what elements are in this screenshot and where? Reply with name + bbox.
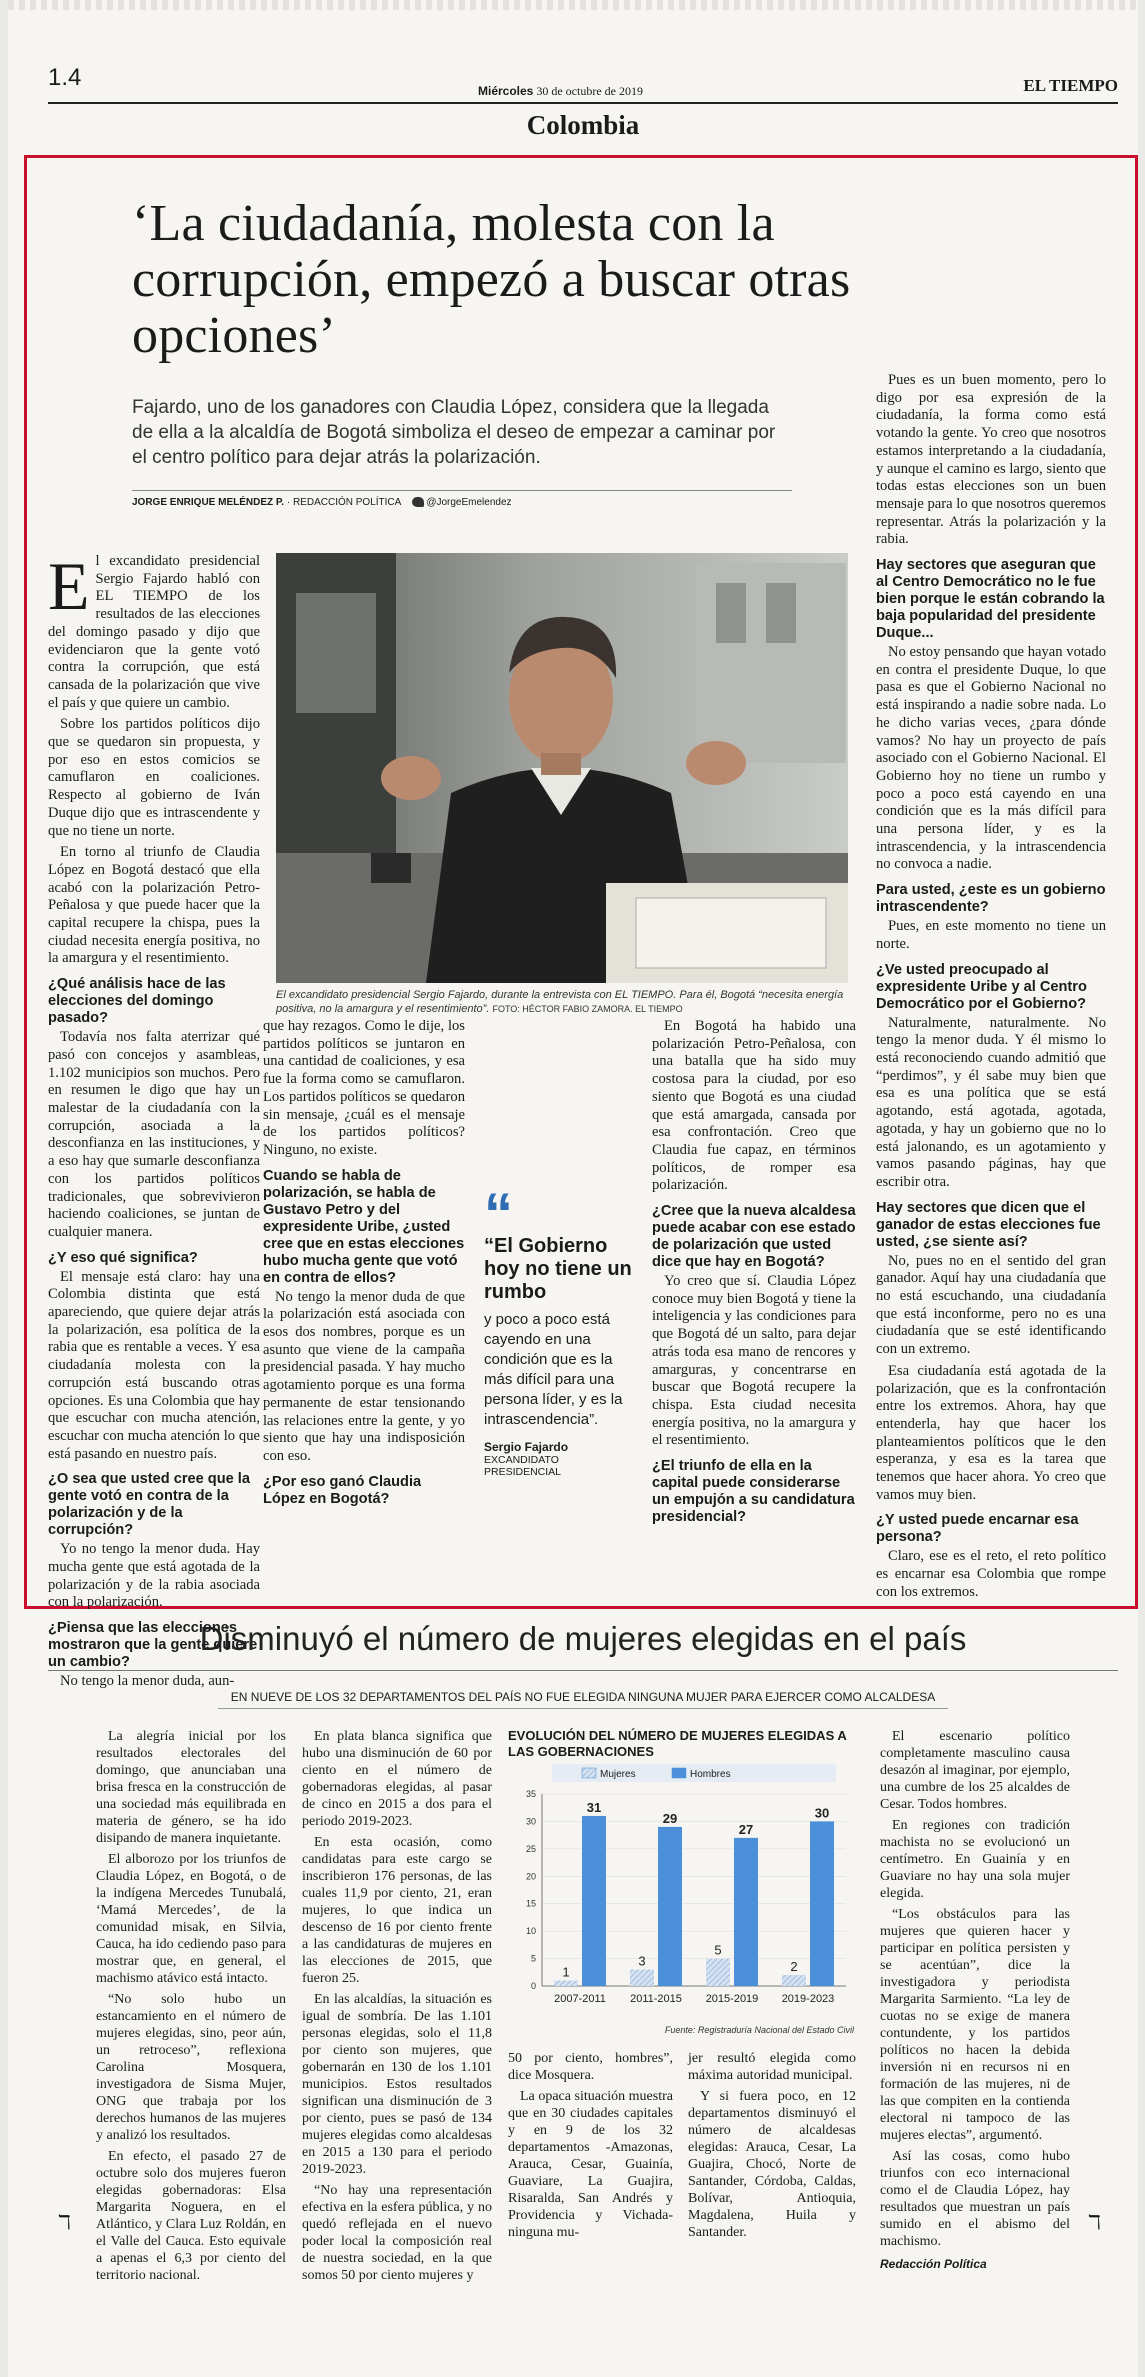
y-tick-label: 5 xyxy=(530,1953,536,1964)
y-tick-label: 25 xyxy=(525,1843,536,1854)
bar-mujeres xyxy=(630,1970,654,1986)
bar-value-label: 1 xyxy=(562,1964,570,1980)
photo-illustration xyxy=(276,553,848,983)
bar-value-label: 29 xyxy=(662,1810,678,1826)
paragraph: El escenario político completamente masculino causa desazón al imaginar, por ejemplo, una cumbre de los 25 alcaldes de Cesar. Todos hombres. xyxy=(880,1729,1070,1812)
bar-mujeres xyxy=(554,1981,578,1986)
bar-hombres xyxy=(658,1827,682,1986)
byline xyxy=(132,490,792,508)
x-tick-label: 2007-2011 xyxy=(554,1993,606,2005)
bar-value-label: 31 xyxy=(586,1799,602,1815)
bar-chart xyxy=(508,1728,854,2038)
x-tick-label: 2011-2015 xyxy=(630,1993,682,2005)
byline-desk: · REDACCIÓN POLÍTICA xyxy=(284,497,401,508)
page-number: 1.4 xyxy=(48,64,82,91)
paragraph: El alborozo por los triunfos de Claudia López, en Bogotá, o de la indígena Mercedes Tunubalá, ‘Mamá Mercedes’, de la comunidad misak, en Silvia, Cauca, ha ido cediendo paso para mostrar que, en general, el machismo atávico está intacto. xyxy=(96,1852,286,1986)
paragraph: “No solo hubo un estancamiento en el número de mujeres elegidas, sino, peor aún, un retroceso”, reflexiona Carolina Mosquera, investigadora de Sisma Mujer, ONG que trabaja por los derechos humanos de las mujeres y analizó los resultados. xyxy=(96,1992,286,2143)
bar-hombres xyxy=(734,1838,758,1986)
quote-text: y poco a poco está cayendo en una condición que es la más difícil para una persona líder, y es la intrascendencia”. xyxy=(484,1311,623,1428)
paragraph: En torno al triunfo de Claudia López en Bogotá destacó que ella acabó con la polarización Petro-Peñalosa y que puede hacer que la capital recupere la chispa, pues la ciudad necesita energía positiva, no la amargura y el resentimiento. xyxy=(48,844,260,967)
legend-label: Hombres xyxy=(690,1769,731,1780)
paragraph: No tengo la menor duda, aun- xyxy=(60,1673,235,1690)
question: ¿O sea que usted cree que la gente votó en contra de la polarización y de la corrupción? xyxy=(48,1471,250,1539)
paragraph: En efecto, el pasado 27 de octubre solo dos mujeres fueron elegidas gobernadoras: Elsa Margarita Noguera, en el Atlántico, y Clara Luz Roldán, en el Valle del Cauca. Esto equivale a apenas el 6,3 por ciento del territorio nacional. xyxy=(96,2149,286,2283)
y-tick-label: 20 xyxy=(525,1871,536,1882)
deck: Fajardo, uno de los ganadores con Claudia López, considera que la llegada de ella a la alcaldía de Bogotá simboliza el deseo de empezar a caminar por el centro político para dejar atrás la polarización. xyxy=(132,397,776,468)
legend-swatch xyxy=(672,1768,686,1778)
byline-handle: @JorgeEmelendez xyxy=(426,497,512,508)
question: ¿El triunfo de ella en la capital puede considerarse un empujón a su candidatura presidencial? xyxy=(652,1458,855,1526)
dateline xyxy=(478,84,643,99)
column-4 xyxy=(652,1018,856,1528)
print-mark: ℸ xyxy=(58,2212,71,2234)
question: ¿Y eso qué significa? xyxy=(48,1249,198,1266)
paragraph: Todavía nos falta aterrizar qué pasó con concejos y asambleas, 1.102 municipios son muchos. Pero en resumen le digo que hay un malestar de la ciudadanía con la corrupción, asociada a la desconfianza en las instituciones, y a eso hay que sumarle desconfianza con los partidos políticos tradicionales, que sobrevivieron haciendo coaliciones, se juntan de cualquier manera. xyxy=(48,1029,260,1240)
paragraph: Pues, en este momento no tiene un norte. xyxy=(876,918,1106,952)
paragraph: Esa ciudadanía está agotada de la polarización, que es la confrontación entre los extremos. Ahora, hay que entenderla, hay que hacer los planteamientos políticos que le den esperanza, y esa es la tarea que tenemos que hacer ahora. Yo creo que vamos muy bien. xyxy=(876,1362,1106,1503)
x-tick-label: 2015-2019 xyxy=(705,1993,759,2005)
bar-hombres xyxy=(810,1821,834,1986)
paragraph: No tengo la menor duda de que la polarización está asociada con esos dos nombres, porque es un asunto que viene de la campaña presidencial pasada. Y hay mucho agotamiento porque es una forma permanente de estar tensionando las relaciones entre la gente, y yo siento que hay una indisposición con eso. xyxy=(263,1288,465,1464)
bar-value-label: 5 xyxy=(714,1942,722,1958)
question: Hay sectores que aseguran que al Centro Democrático no le fue bien porque le están cobrando la baja popularidad del presidente Duque... xyxy=(876,557,1105,642)
paragraph: La opaca situación muestra que en 30 ciudades capitales y en 9 de los 32 departamentos -Amazonas, Arauca, Cesar, Guainía, Guaviare, La Guajira, Risaralda, San Andrés y Providencia y Vichada- ninguna mu- xyxy=(508,2089,673,2240)
twitter-icon xyxy=(412,497,424,507)
y-tick-label: 10 xyxy=(525,1926,536,1937)
y-tick-label: 15 xyxy=(525,1898,536,1909)
second-column-5 xyxy=(880,1728,1070,2273)
x-tick-label: 2019-2023 xyxy=(781,1993,835,2005)
paragraph: En plata blanca significa que hubo una disminución de 60 por ciento en el número de gobernadoras elegidas, al pasar de cinco en 2015 a dos para el periodo 2019-2023. xyxy=(302,1729,492,1829)
bar-mujeres xyxy=(706,1959,730,1986)
paragraph: 50 por ciento, hombres”, dice Mosquera. xyxy=(508,2051,673,2083)
paragraph: que hay rezagos. Como le dije, los partidos políticos se juntaron en una cantidad de coaliciones, y esa fue la forma como se camuflaron. Los partidos políticos se quedaron sin mensaje, ¿cuál es el mensaje de los partidos políticos? Ninguno, no existe. xyxy=(263,1018,465,1158)
question: ¿Y usted puede encarnar esa persona? xyxy=(876,1512,1079,1546)
second-column-2 xyxy=(302,1728,492,2288)
paragraph: Naturalmente, naturalmente. No tengo la menor duda. Y él mismo lo está reconociendo cuando admitió que “perdimos”, y él sabe muy bien que esa es una política que se está agotando, está agotada, agotada, agotada, y hay un gobierno que no lo está jalonando, es un agotamiento y vamos pasando páginas, hay que escribir otra. xyxy=(876,1014,1106,1190)
question: Cuando se habla de polarización, se habla de Gustavo Petro y del expresidente Uribe, ¿usted cree que en estas elecciones hubo mucha gente que votó en contra de ellos? xyxy=(263,1167,465,1286)
column-1 xyxy=(48,548,260,1695)
photo-caption xyxy=(276,988,848,1016)
bar-hombres xyxy=(582,1816,606,1986)
brand-logo: EL TIEMPO xyxy=(1023,76,1118,95)
y-tick-label: 30 xyxy=(525,1816,536,1827)
second-subhead: EN NUEVE DE LOS 32 DEPARTAMENTOS DEL PAÍS NO FUE ELEGIDA NINGUNA MUJER PARA EJERCER COMO ALCALDESA xyxy=(230,1690,936,1704)
y-tick-label: 35 xyxy=(525,1789,536,1799)
second-column-4 xyxy=(688,2050,856,2245)
bar-value-label: 27 xyxy=(738,1821,754,1837)
second-column-1 xyxy=(96,1728,286,2288)
question: ¿Piensa que las elecciones mostraron que la gente quiere un cambio? xyxy=(48,1620,258,1671)
quote-author-role: EXCANDIDATO PRESIDENCIAL xyxy=(484,1454,562,1478)
bar-value-label: 3 xyxy=(638,1953,646,1969)
legend-label: Mujeres xyxy=(600,1769,636,1780)
divider xyxy=(218,1708,948,1709)
quote-mark-icon: “ xyxy=(484,1182,513,1247)
paragraph: En Bogotá ha habido una polarización Petro-Peñalosa, con una batalla que ha sido muy costosa para la ciudad, por eso siento que Bogotá es una ciudad que está amargada, cansada por esa confrontación. Creo que Claudia fue capaz, en términos políticos, de romper esa polarización. xyxy=(652,1018,856,1194)
paragraph: Así las cosas, como hubo triunfos con eco internacional como el de Claudia López, hay resultados que muestran un país sumido en el abismo del machismo. xyxy=(880,2149,1070,2249)
paragraph: En esta ocasión, como candidatas para este cargo se inscribieron 176 personas, de las cuales 11,9 por ciento, 21, eran mujeres, lo que indica un descenso de 16 por ciento frente a las candidaturas de mujeres en las elecciones de 2015, que fueron 25. xyxy=(302,1835,492,1986)
newspaper-page xyxy=(8,0,1138,2377)
paragraph: Pues es un buen momento, pero lo digo por esa expresión de la ciudadanía, la forma como está votando la gente. Yo creo que nosotros estamos interpretando a la ciudadanía, y aunque el camino es largo, siento que todas estas elecciones son un buen mensaje para lo que nosotros queremos representar. Atrás la polarización y la rabia. xyxy=(876,372,1106,548)
photo-credit: FOTO: HÉCTOR FABIO ZAMORA. EL TIEMPO xyxy=(492,1004,683,1014)
page-header xyxy=(48,62,1118,140)
y-tick-label: 0 xyxy=(530,1981,536,1991)
paragraph: “Los obstáculos para las mujeres que quieren hacer y participar en política persisten y se acentúan”, dice la investigadora y periodista Margarita Sarmiento. “La ley de cuotas no se exige de manera contundente, y los partidos políticos no hacen la debida inversión ni en recursos ni en formación de las mujeres, ni de las que compiten en la contienda electoral ni tampoco de las mujeres electas”, argumentó. xyxy=(880,1907,1070,2143)
date-rest: 30 de octubre de 2019 xyxy=(536,84,643,98)
headline: ‘La ciudadanía, molesta con la corrupción, empezó a buscar otras opciones’ xyxy=(132,195,851,364)
lead-paragraph xyxy=(48,548,260,712)
paragraph: Sobre los partidos políticos dijo que se quedaron sin propuesta, y por eso en estos comicios se camuflaron en coaliciones. Respecto al gobierno de Iván Duque dijo que es intrascendente y que no tiene un norte. xyxy=(48,716,260,839)
print-mark: ℸ xyxy=(1088,2212,1101,2234)
paragraph: La alegría inicial por los resultados electorales del domingo, que anunciaban una brisa fresca en la construcción de una sociedad más equilibrada en materia de género, se ha ido disipando de manera inquietante. xyxy=(96,1729,286,1846)
chart-svg xyxy=(508,1760,854,2020)
second-headline: Disminuyó el número de mujeres elegidas en el país xyxy=(199,1620,967,1657)
interview-photo xyxy=(276,553,848,983)
signature: Redacción Política xyxy=(880,2257,987,2271)
pull-quote xyxy=(484,1182,634,1478)
question: Hay sectores que dicen que el ganador de estas elecciones fue usted, ¿se siente así? xyxy=(876,1199,1101,1250)
paragraph: No estoy pensando que hayan votado en contra el presidente Duque, lo que pasa es que el Gobierno Nacional no está inspirando a nadie sobre nada. Lo he dicho varias veces, ¿para dónde vamos? No hay un proyecto de país asociado con el Gobierno Nacional. El Gobierno hoy no tiene un rumbo y poco a poco está cayendo en una condición que es la más difícil para una persona líder, y es la intrascendencia, y la intrascendencia no convoca a nadie. xyxy=(876,644,1106,873)
caption-text: El excandidato presidencial Sergio Fajardo, durante la entrevista con EL TIEMPO. Para él, Bogotá “necesita energía positiva, no la amargura y el resentimiento”. xyxy=(276,989,844,1015)
paragraph: No, pues no en el sentido del gran ganador. Aquí hay una ciudadanía que no está escuchando, una ciudadanía que está inconforme, pero no es una ciudadanía que se esté identificando con un extremo. xyxy=(876,1252,1106,1358)
question: ¿Por eso ganó Claudia López en Bogotá? xyxy=(263,1473,422,1507)
column-2 xyxy=(263,1018,465,1510)
lead-text: l excandidato presidencial Sergio Fajardo habló con EL TIEMPO de los resultados de las elecciones del domingo pasado y dijo que evidenciaron que la gente votó contra la corrupción, que está cansada de la polarización que vive el país y que quiere un cambio. xyxy=(48,553,260,711)
byline-author: JORGE ENRIQUE MELÉNDEZ P. xyxy=(132,497,285,508)
quote-author: Sergio Fajardo xyxy=(484,1440,569,1454)
question: ¿Qué análisis hace de las elecciones del domingo pasado? xyxy=(48,976,226,1027)
legend-swatch xyxy=(582,1768,596,1778)
section-title: Colombia xyxy=(526,110,640,140)
quote-headline: “El Gobierno hoy no tiene un rumbo xyxy=(484,1235,632,1303)
second-column-3 xyxy=(508,2050,673,2245)
chart-title: EVOLUCIÓN DEL NÚMERO DE MUJERES ELEGIDAS A LAS GOBERNACIONES xyxy=(508,1728,847,1759)
torn-edge xyxy=(8,0,1138,10)
paragraph: En regiones con tradición machista no se evolucionó un centímetro. En Guainía y en Guaviare no hay una sola mujer elegida. xyxy=(880,1818,1070,1901)
paragraph: Claro, ese es el reto, el reto político es encarnar esa Colombia que rompe con los extremos. xyxy=(876,1548,1106,1600)
bar-mujeres xyxy=(782,1975,806,1986)
question: ¿Ve usted preocupado al expresidente Uribe y al Centro Democrático por el Gobierno? xyxy=(876,961,1087,1012)
chart-source: Fuente: Registraduría Nacional del Estado Civil xyxy=(664,2025,854,2035)
paragraph: En las alcaldías, la situación es igual de sombría. De las 1.101 personas elegidas, solo el 11,8 por ciento son mujeres, que gobernarán en 130 de los 1.101 municipios. Estos resultados significan una disminución de 3 por ciento, pues se pasó de 134 mujeres elegidas como alcaldesas en 2015 a 130 para el periodo 2019-2023. xyxy=(302,1992,492,2177)
paragraph: Y si fuera poco, en 12 departamentos disminuyó el número de alcaldesas elegidas: Arauca, Cesar, La Guajira, Chocó, Norte de Santander, Córdoba, Caldas, Bolívar, Antioquia, Magdalena, Huila y Santander. xyxy=(688,2089,856,2240)
paragraph: El mensaje está claro: hay una Colombia distinta que está apareciendo, que quiere dejar atrás la polarización, esa política de la rabia que es rentable a veces. Y esa ciudadanía molesta con la corrupción está buscando otras opciones. Es una Colombia que hay que escuchar con mucha atención, escuchar con mucha atención lo que está pasando en nuestro país. xyxy=(48,1268,260,1462)
paragraph: “No hay una representación efectiva en la esfera pública, y no quedó reflejada en el nuevo poder local la composición real de nuestra sociedad, en la que somos 50 por ciento mujeres y xyxy=(302,2183,492,2283)
bar-value-label: 30 xyxy=(814,1805,830,1821)
divider xyxy=(48,1670,1118,1671)
drop-cap: E xyxy=(48,548,90,624)
paragraph: Yo no tengo la menor duda. Hay mucha gente que está agotada de la polarización y de la rabia asociada con la polarización. xyxy=(48,1541,260,1611)
date-day: Miércoles xyxy=(478,84,534,98)
bar-value-label: 2 xyxy=(790,1959,798,1975)
question: ¿Cree que la nueva alcaldesa puede acabar con ese estado de polarización que usted dice que hay en Bogotá? xyxy=(652,1203,856,1271)
paragraph: jer resultó elegida como máxima autoridad municipal. xyxy=(688,2051,856,2083)
question: Para usted, ¿este es un gobierno intrascendente? xyxy=(876,882,1106,916)
paragraph: Yo creo que sí. Claudia López conoce muy bien Bogotá y tiene la inteligencia y las condiciones para que Bogotá dé un salto, para dejar atrás toda esa mano de rencores y amarguras, y concentrarse en buscar que Bogotá recupere la chispa. Esta ciudad necesita energía positiva, no la amargura y el resentimiento. xyxy=(652,1273,856,1449)
column-5 xyxy=(876,372,1106,1606)
